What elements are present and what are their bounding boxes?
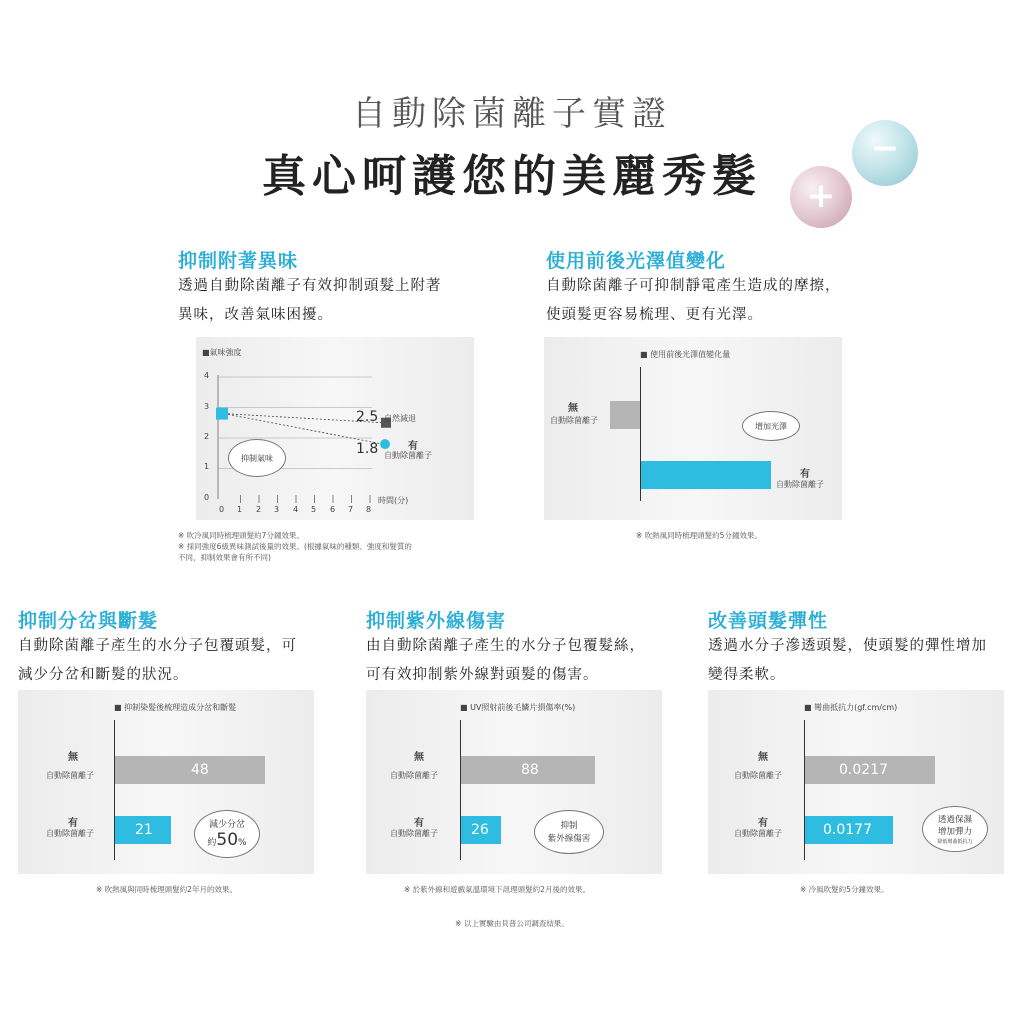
odor-note1: ※ 吹冷風同時梳理頭髮約7分鐘效果。 — [178, 531, 304, 540]
odor-ion-label: 自動除菌離子 — [384, 451, 432, 460]
page-subtitle: 自動除菌離子實證 — [352, 94, 672, 134]
uv-chart-panel — [366, 690, 662, 874]
odor-x-tick: 1 — [237, 505, 243, 514]
elastic-bubble — [922, 806, 988, 852]
gloss-desc-line2: 使頭髮更容易梳理、更有光澤。 — [546, 307, 763, 323]
elastic-chart-legend: ■ 彎曲抵抗力(gf.cm/cm) — [804, 703, 898, 712]
split-bubble-unit: % — [238, 838, 247, 848]
uv-section-title: 抑制紫外線傷害 — [366, 610, 507, 632]
elastic-bubble-line2: 增加彈力 — [937, 827, 972, 837]
gloss-bubble-text: 增加光澤 — [755, 422, 787, 431]
elastic-row1-top: 無 — [758, 752, 768, 763]
elastic-section-title: 改善頭髮彈性 — [708, 610, 829, 632]
split-bar-without — [115, 756, 265, 784]
gloss-row2-label: 自動除菌離子 — [776, 480, 824, 489]
elastic-row2-label: 自動除菌離子 — [734, 829, 782, 838]
elastic-bar-without — [805, 756, 935, 784]
split-bar-with-value: 21 — [135, 822, 153, 838]
elastic-desc-line2: 變得柔軟。 — [708, 667, 786, 683]
split-row1-top: 無 — [68, 752, 78, 763]
split-bubble — [194, 810, 260, 858]
gloss-section-desc — [546, 272, 886, 330]
uv-bubble-line2: 紫外線傷害 — [547, 834, 591, 844]
elastic-chart-panel — [708, 690, 1004, 874]
odor-x-tick: 5 — [311, 505, 317, 514]
uv-bubble — [534, 810, 604, 854]
odor-y-tick: 2 — [204, 432, 210, 441]
elastic-bubble-line1: 透過保濕 — [937, 815, 972, 825]
elastic-bar-with — [805, 816, 893, 844]
split-row1-label: 自動除菌離子 — [46, 771, 94, 780]
odor-x-tick: 3 — [274, 505, 280, 514]
split-bar-without-value: 48 — [191, 762, 209, 778]
odor-section-title: 抑制附著異味 — [178, 250, 299, 272]
split-note: ※ 吹熱風與同時梳理頭髮約2年月的效果。 — [96, 885, 237, 894]
split-bubble-line2 — [195, 830, 259, 850]
page-title: 真心呵護您的美麗秀髮 — [262, 151, 762, 202]
gloss-bar-without — [610, 401, 640, 429]
odor-note3: 不同，抑制效果會有所不同) — [178, 553, 271, 562]
uv-row2-top: 有 — [414, 818, 424, 829]
elastic-note: ※ 冷風吹髮約5分鐘效果。 — [800, 885, 889, 894]
odor-y-tick: 1 — [204, 462, 210, 471]
odor-x-tick: 2 — [256, 505, 262, 514]
odor-x-tick: 6 — [330, 505, 336, 514]
odor-desc-line1: 透過自動除菌離子有效抑制頭髮上附著 — [178, 278, 442, 294]
elastic-row2-top: 有 — [758, 818, 768, 829]
odor-y-tick: 3 — [204, 402, 210, 411]
odor-y-tick: 0 — [204, 493, 210, 502]
odor-ion-label-top: 有 — [408, 441, 418, 452]
uv-desc-line1: 由自動除菌離子產生的水分子包覆髮絲， — [366, 638, 645, 654]
uv-note: ※ 於紫外線和遊戲氣溫環境下訊理頭髮約2月後的效果。 — [404, 885, 590, 894]
split-bubble-value: 50 — [216, 830, 239, 850]
odor-natural-label: 自然減退 — [384, 414, 416, 423]
split-section-title: 抑制分岔與斷髮 — [18, 610, 159, 632]
uv-row1-label: 自動除菌離子 — [390, 771, 438, 780]
odor-bubble — [228, 439, 286, 477]
plus-icon: + — [806, 176, 836, 216]
split-row2-label: 自動除菌離子 — [46, 829, 94, 838]
gloss-note: ※ 吹熱風同時梳理頭髮約5分鐘效果。 — [636, 531, 762, 540]
uv-bar-without — [461, 756, 595, 784]
gloss-chart-panel — [544, 337, 842, 520]
odor-x-tick: 0 — [219, 505, 225, 514]
odor-y-tick: 4 — [204, 371, 210, 380]
odor-section-desc — [178, 272, 498, 330]
elastic-bar-with-value: 0.0177 — [823, 822, 872, 838]
gloss-row2-top: 有 — [800, 469, 810, 480]
split-bar-with — [115, 816, 171, 844]
odor-notes — [178, 530, 478, 563]
split-desc-line1: 自動除菌離子產生的水分子包覆頭髮，可 — [18, 638, 297, 654]
uv-desc-line2: 可有效抑制紫外線對頭髮的傷害。 — [366, 667, 599, 683]
uv-bubble-line1: 抑制 — [560, 821, 578, 831]
elastic-bubble-line3: 降低彎曲抵抗力 — [937, 839, 973, 845]
minus-icon: − — [870, 128, 900, 168]
odor-point-ion — [380, 439, 390, 449]
odor-natural-value: 2.5 — [356, 409, 379, 425]
elastic-section-desc — [708, 632, 1018, 690]
odor-line-chart — [196, 337, 474, 520]
split-desc-line2: 減少分岔和斷髮的狀況。 — [18, 667, 189, 683]
split-row2-top: 有 — [68, 818, 78, 829]
elastic-row1-label: 自動除菌離子 — [734, 771, 782, 780]
odor-desc-line2: 異味，改善氣味困擾。 — [178, 307, 333, 323]
gloss-section-title: 使用前後光澤值變化 — [546, 250, 727, 272]
split-chart-legend: ■ 抑制染髮後梳理造成分岔和斷髮 — [114, 703, 237, 712]
odor-chart-legend: ■氣味強度 — [202, 348, 242, 357]
odor-chart-panel — [196, 337, 474, 520]
odor-ion-value: 1.8 — [356, 441, 379, 457]
uv-chart-legend: ■ UV照射前後毛鱗片損傷率(%) — [460, 703, 576, 712]
gloss-bar-with — [641, 461, 771, 489]
uv-bar-with — [461, 816, 501, 844]
odor-point-start — [216, 408, 228, 420]
gloss-bubble — [742, 411, 800, 441]
split-bubble-prefix: 約 — [207, 838, 217, 848]
footer-note: ※ 以上實驗由貝普公司調查結果。 — [455, 919, 569, 928]
gloss-desc-line1: 自動除菌離子可抑制靜電產生造成的摩擦， — [546, 278, 841, 294]
split-bubble-line1: 減少分岔 — [208, 820, 245, 830]
split-section-desc — [18, 632, 328, 690]
odor-x-tick: 8 — [366, 505, 372, 514]
gloss-chart-legend: ■ 使用前後光澤值變化量 — [640, 350, 731, 359]
gloss-row1-top: 無 — [568, 403, 578, 414]
odor-x-tick: 4 — [293, 505, 299, 514]
uv-section-desc — [366, 632, 686, 690]
gloss-row1-label: 自動除菌離子 — [550, 416, 598, 425]
uv-row2-label: 自動除菌離子 — [390, 829, 438, 838]
uv-bar-with-value: 26 — [471, 822, 489, 838]
plus-ion-sphere-icon — [790, 166, 852, 228]
minus-ion-sphere-icon — [852, 120, 918, 186]
uv-row1-top: 無 — [414, 752, 424, 763]
odor-bubble-text: 抑制氣味 — [241, 454, 273, 463]
odor-x-tick: 7 — [348, 505, 354, 514]
uv-bar-without-value: 88 — [521, 762, 539, 778]
elastic-desc-line1: 透過水分子滲透頭髮，使頭髮的彈性增加 — [708, 638, 987, 654]
elastic-bar-without-value: 0.0217 — [839, 762, 888, 778]
split-chart-panel — [18, 690, 314, 874]
odor-x-axis-label: 時間(分) — [378, 496, 409, 505]
odor-note2: ※ 採同強度6級異味測試後量的效果。(根據氣味的種類、強度和髮質的 — [178, 542, 412, 551]
